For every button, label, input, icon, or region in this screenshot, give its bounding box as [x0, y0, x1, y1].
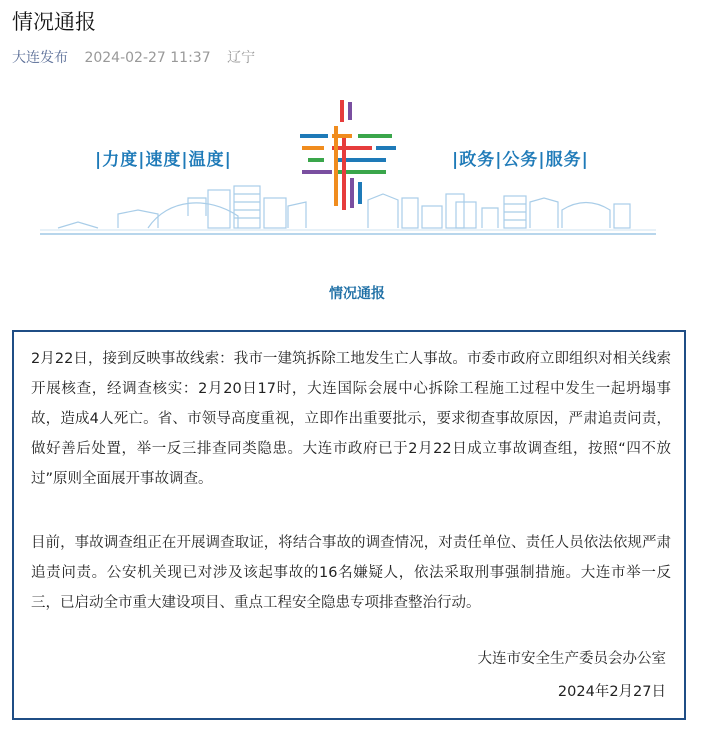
page-title: 情况通报 [12, 10, 96, 34]
signature-date: 2024年2月27日 [557, 684, 666, 700]
slogan-left: |力度|速度|温度| [95, 150, 232, 170]
publish-datetime: 2024-02-27 11:37 [84, 50, 211, 66]
skyline-graphic [40, 186, 656, 234]
publish-location: 辽宁 [227, 50, 256, 66]
notice-box [12, 330, 686, 720]
slogan-right: |政务|公务|服务| [452, 150, 589, 170]
notice-paragraph-1: 2月22日，接到反映事故线索：我市一建筑拆除工地发生亡人事故。市委市政府立即组织对相关线索开展核查，经调查核实：2月20日17时，大连国际会展中心拆除工程施工过程中发生一起坍塌事故，造成4人死亡。省、市领导高度重视，立即作出重要批示，要求彻查事故原因，严肃追责问责，做好善后处置，举一反三排查同类隐患。大连市政府已于2月22日成立事故调查组，按照“四不放过”原则全面展开事故调查。 [31, 351, 671, 487]
signature-organization: 大连市安全生产委员会办公室 [477, 651, 666, 667]
article-meta [12, 47, 255, 67]
notice-paragraph-2: 目前，事故调查组正在开展调查取证，将结合事故的调查情况，对责任单位、责任人员依法依规严肃追责问责。公安机关现已对涉及该起事故的16名嫌疑人，依法采取刑事强制措施。大连市举一反三，已启动全市重大建设项目、重点工程安全隐患专项排查整治行动。 [31, 535, 671, 611]
source-link[interactable]: 大连发布 [12, 50, 68, 66]
section-subtitle: 情况通报 [329, 286, 385, 302]
banner-illustration [38, 98, 658, 248]
dalian-logo-icon [300, 100, 396, 210]
